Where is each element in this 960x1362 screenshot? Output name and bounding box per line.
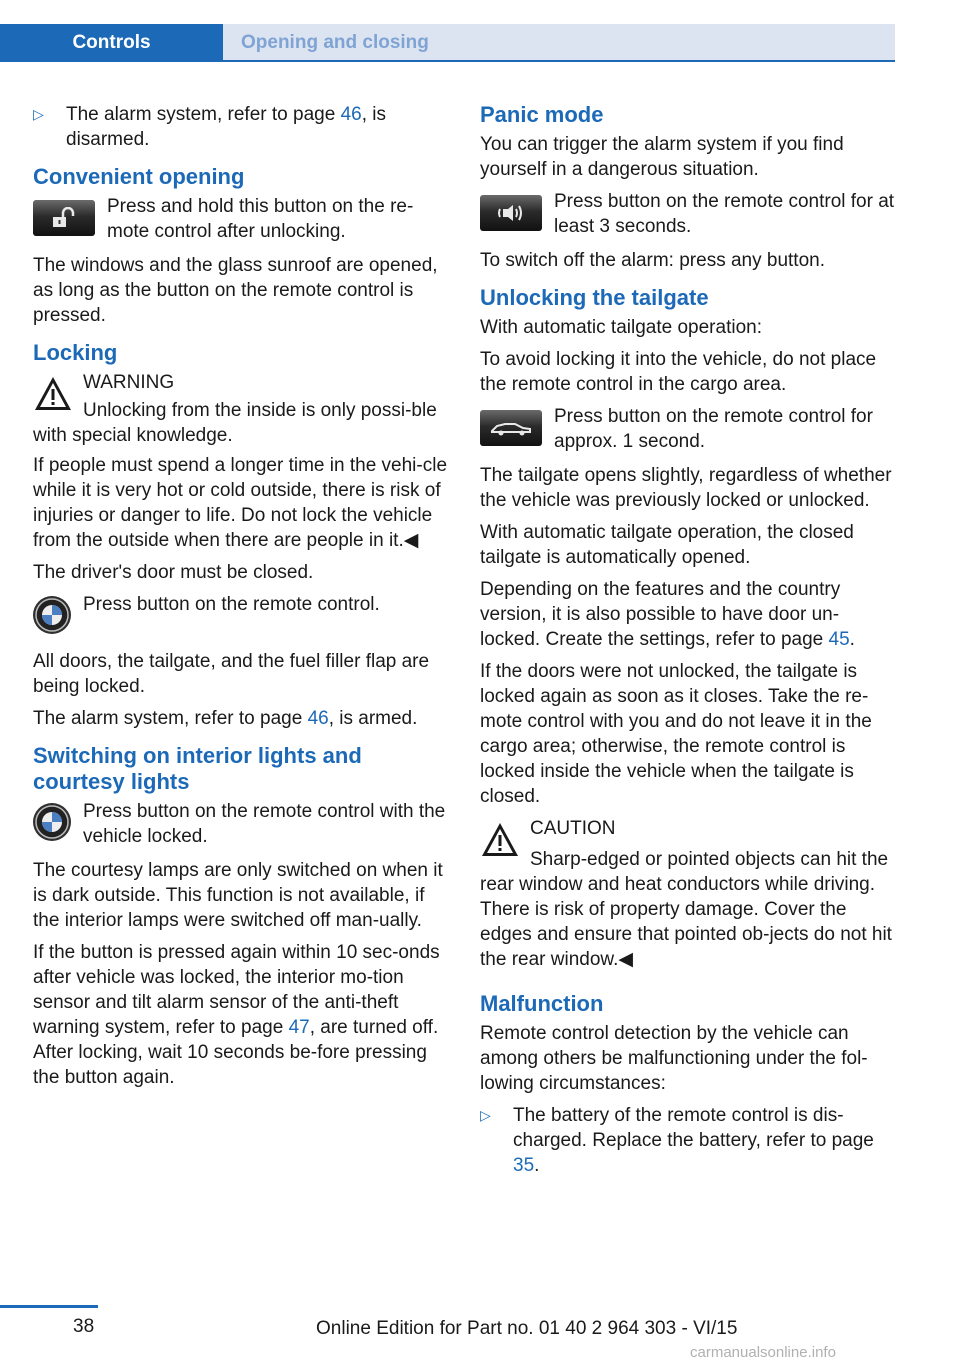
paragraph: To switch off the alarm: press any button. xyxy=(480,250,825,271)
caution-block xyxy=(480,816,898,979)
paragraph: You can trigger the alarm system if you find yourself in a dangerous situation. xyxy=(480,134,844,180)
icon-instruction: Press button on the remote control for at least 3 seconds. xyxy=(480,189,898,239)
paragraph: To avoid locking it into the vehicle, do not place the remote control in the cargo area. xyxy=(480,349,877,395)
footer-rule xyxy=(0,1305,98,1308)
section-heading-unlocking-tailgate: Unlocking the tailgate xyxy=(480,285,709,310)
paragraph: The windows and the glass sunroof are opened, as long as the button on the remote control is pressed. xyxy=(33,255,438,326)
paragraph: If people must spend a longer time in the vehi‐cle while it is very hot or cold outside, there is risk of injuries or danger to life. Do not lock the vehicle from the outside when there are people in it.◀ xyxy=(33,455,448,551)
paragraph: The courtesy lamps are only switched on when it is dark outside. This function is not available, if the interior lamps were switched off man‐ually. xyxy=(33,860,443,931)
tailgate-button-icon xyxy=(480,410,542,446)
warning-text: Unlocking from the inside is only possi‐ble with special knowledge. xyxy=(33,400,437,446)
icon-instruction: Press and hold this button on the re‐mote control after unlocking. xyxy=(33,194,451,244)
section-tab: Controls xyxy=(0,24,223,62)
paragraph: If the button is pressed again within 10 sec‐onds after vehicle was locked, the interior mo‐tion sensor and tilt alarm sensor of the anti‐theft warning system, refer to page 47, are turned off. After locking, wait 10 seconds be‐fore pressing the button again. xyxy=(33,942,440,1088)
bullet-triangle-icon: ▷ xyxy=(33,106,44,122)
paragraph: The alarm system, refer to page 46, is armed. xyxy=(33,708,418,729)
warning-icon xyxy=(33,374,73,414)
watermark: carmanualsonline.info xyxy=(690,1344,836,1361)
page-link[interactable]: 46 xyxy=(340,104,362,125)
subsection-title: Opening and closing xyxy=(241,32,429,53)
left-column xyxy=(33,102,451,1097)
paragraph: With automatic tailgate operation, the closed tailgate is automatically opened. xyxy=(480,522,854,568)
section-heading-interior-lights: Switching on interior lights and courtesy lights xyxy=(33,743,362,794)
section-heading-panic-mode: Panic mode xyxy=(480,102,604,127)
page-number: 38 xyxy=(73,1316,95,1337)
section-heading-convenient-opening: Convenient opening xyxy=(33,164,245,189)
bullet-triangle-icon: ▷ xyxy=(480,1107,491,1123)
paragraph: Depending on the features and the country version, it is also possible to have door un‐locked. Create the settings, refer to page 45. xyxy=(480,579,855,650)
paragraph: The tailgate opens slightly, regardless of whether the vehicle was previously locked or unlocked. xyxy=(480,465,892,511)
paragraph: With automatic tailgate operation: xyxy=(480,317,762,338)
icon-instruction: Press button on the remote control with the vehicle locked. xyxy=(33,799,451,849)
paragraph: If the doors were not unlocked, the tailgate is locked again as soon as it closes. Take the re‐mote control with you and do not leave it in the cargo area; otherwise, the remote control is locked inside the vehicle when the tailgate is closed. xyxy=(480,661,872,807)
bmw-logo-button-icon xyxy=(33,596,71,634)
page-link[interactable]: 35 xyxy=(513,1155,535,1176)
caution-label: CAUTION xyxy=(530,818,616,839)
paragraph: All doors, the tailgate, and the fuel filler flap are being locked. xyxy=(33,651,430,697)
caution-icon xyxy=(480,820,520,860)
panic-button-icon xyxy=(480,195,542,231)
online-edition-note: Online Edition for Part no. 01 40 2 964 303 - VI/15 xyxy=(316,1318,738,1339)
section-heading-malfunction: Malfunction xyxy=(480,991,604,1016)
warning-block xyxy=(33,370,451,453)
page-link[interactable]: 47 xyxy=(288,1017,310,1038)
list-item: ▷ The battery of the remote control is dis‐charged. Replace the battery, refer to page 35. xyxy=(480,1105,874,1176)
paragraph: The driver's door must be closed. xyxy=(33,562,314,583)
icon-instruction: Press button on the remote control for approx. 1 second. xyxy=(480,404,898,454)
header-rule xyxy=(0,60,895,62)
warning-label: WARNING xyxy=(83,372,175,393)
bmw-logo-button-icon xyxy=(33,803,71,841)
section-heading-locking: Locking xyxy=(33,340,118,365)
list-item: ▷ The alarm system, refer to page 46, is disarmed. xyxy=(33,104,386,150)
icon-instruction: Press button on the remote control. xyxy=(33,592,451,640)
unlock-button-icon xyxy=(33,200,95,236)
paragraph: Remote control detection by the vehicle can among others be malfunctioning under the fol‐lowing circumstances: xyxy=(480,1023,868,1094)
page-link[interactable]: 45 xyxy=(828,629,850,650)
caution-text: Sharp-edged or pointed objects can hit the rear window and heat conductors while driving. There is risk of property damage. Cover the edges and ensure that pointed ob‐jects do not hit the rear window.◀ xyxy=(480,849,892,970)
right-column xyxy=(480,102,898,1185)
page-link[interactable]: 46 xyxy=(307,708,329,729)
